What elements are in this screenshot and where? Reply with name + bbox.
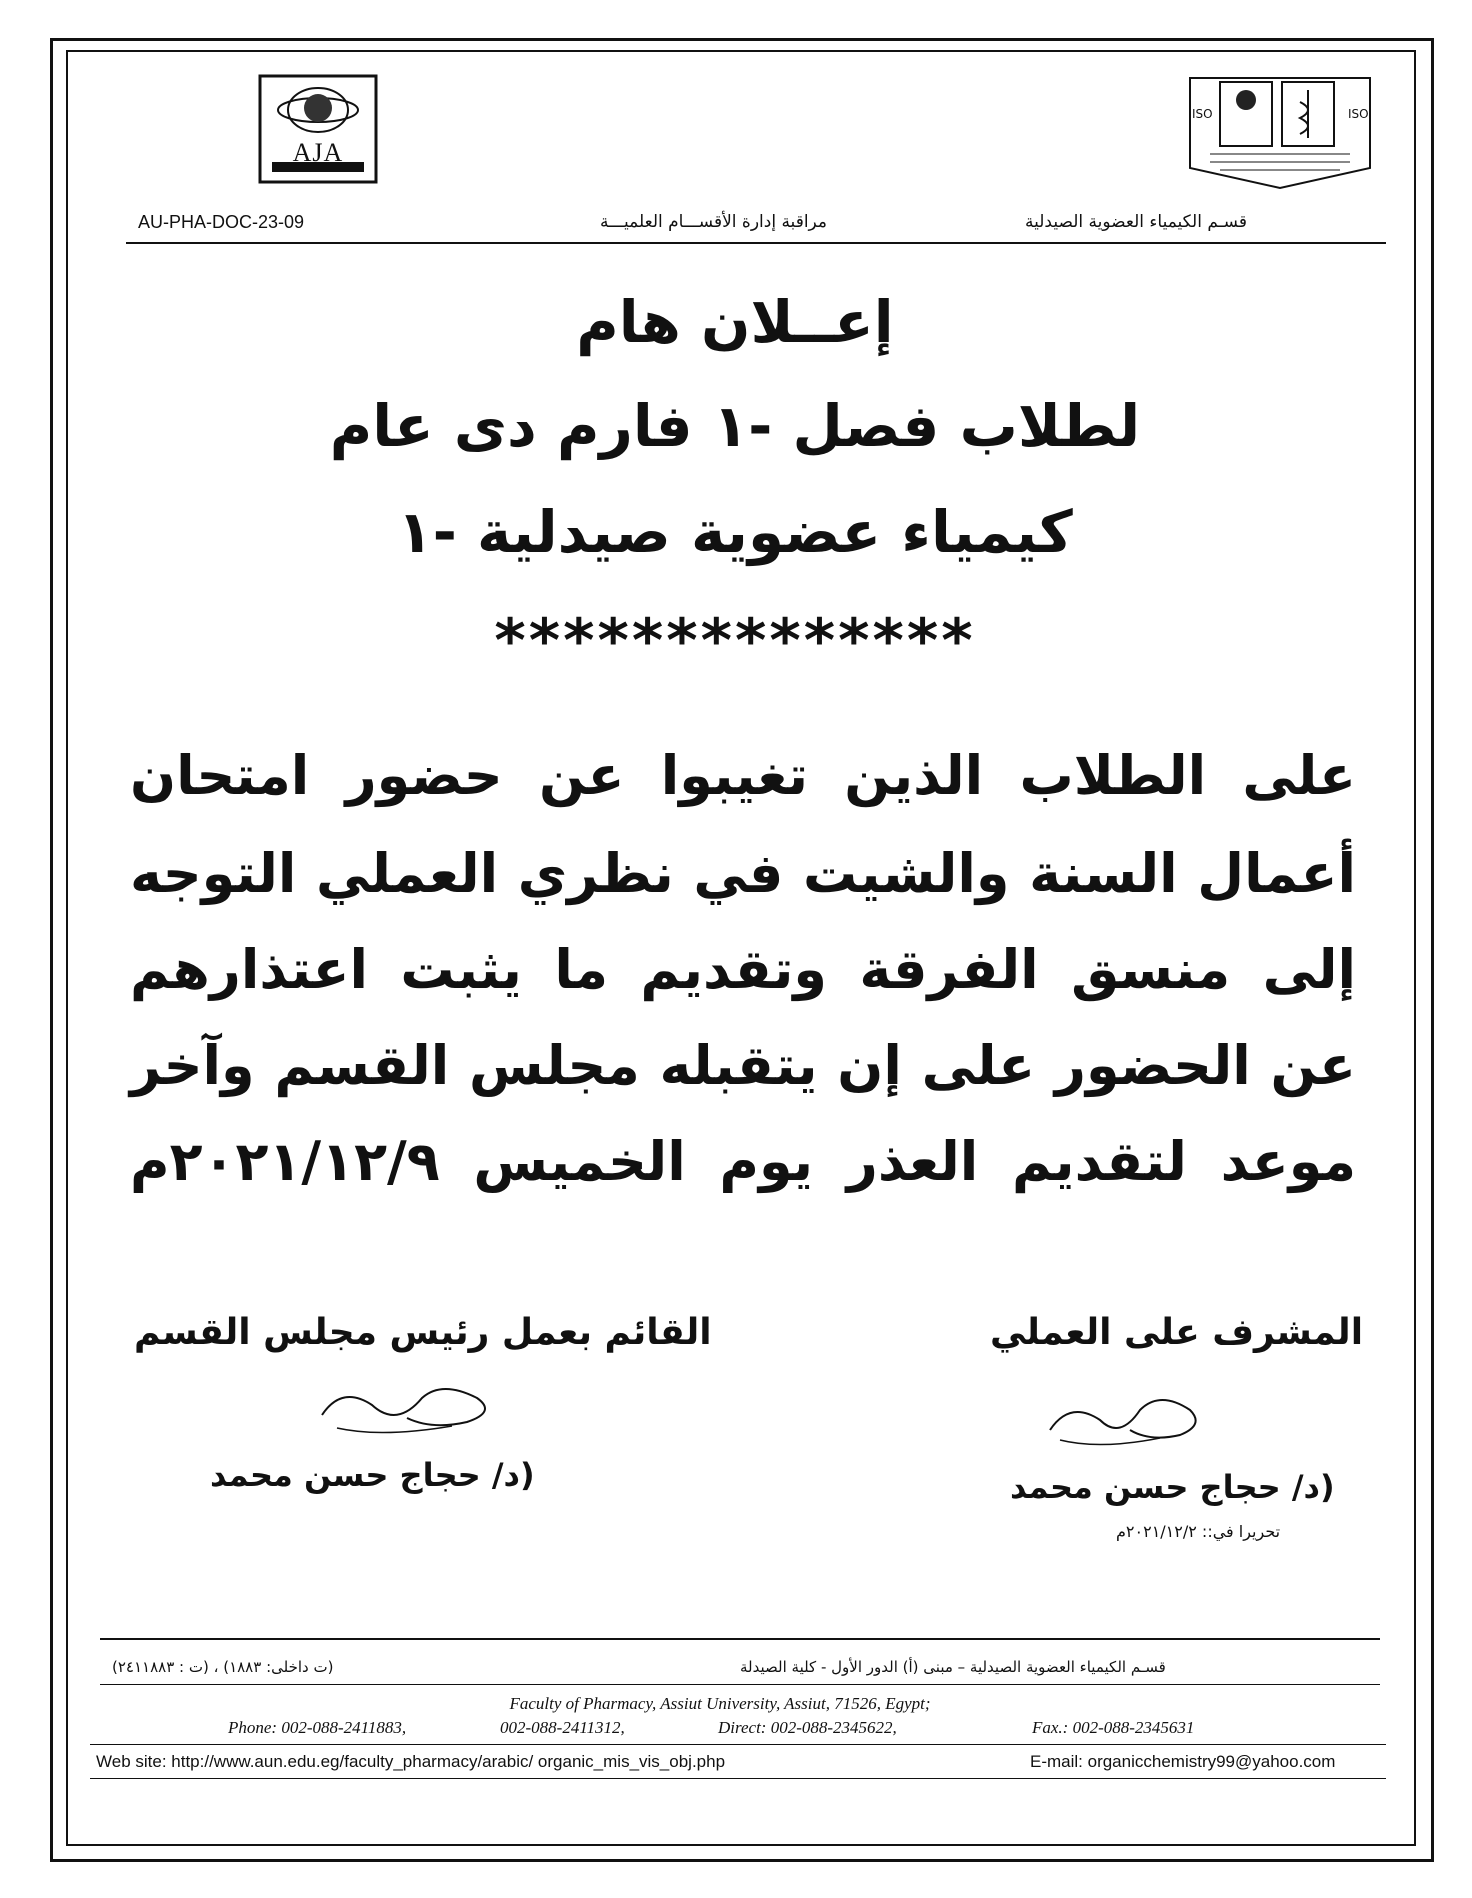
footer-website: Web site: http://www.aun.edu.eg/faculty_pharmacy/arabic/ organic_mis_vis_obj.php [96,1752,726,1771]
svg-text:ISO: ISO [1348,107,1369,121]
issue-date: تحريرا في:: ٢٠٢١/١٢/٢م [1116,1522,1281,1541]
footer-address-arabic: قسـم الكيمياء العضوية الصيدلية – مبنى (أ) الدور الأول - كلية الصيدلة [740,1658,1166,1676]
control-office: مراقبة إدارة الأقســـام العلميـــة [600,212,828,232]
footer-divider-top [100,1638,1380,1640]
footer-divider-2 [90,1744,1386,1745]
svg-text:ISO: ISO [1192,107,1213,121]
announcement-audience: لطلاب فصل -١ فارم دى عام [329,392,1141,460]
head-role: القائم بعمل رئيس مجلس القسم [134,1312,712,1353]
footer-phone-1: Phone: 002-088-2411883, [228,1718,407,1737]
document-code: AU-PHA-DOC-23-09 [138,212,305,232]
header-divider [126,242,1386,244]
body-line-2: أعمال السنة والشيت في نظري العملي التوجه [130,842,1356,905]
aja-logo-text: AJA [292,138,344,167]
footer-divider [100,1684,1380,1685]
body-line-4: عن الحضور على إن يتقبله مجلس القسم وآخر [130,1034,1356,1097]
head-name: (د/ حجاج حسن محمد [210,1456,535,1494]
body-line-1: على الطلاب الذين تغيبوا عن حضور امتحان [130,744,1356,807]
stars-divider: ************** [494,606,976,676]
footer-phone-2: 002-088-2411312, [500,1718,625,1737]
footer-telephone-arabic: (ت داخلى: ١٨٨٣) ، (ت : ٢٤١١٨٨٣) [112,1658,334,1676]
body-line-3: إلى منسق الفرقة وتقديم ما يثبت اعتذارهم [130,938,1356,1001]
university-iso-logo [1170,68,1390,190]
announcement-title: إعــلان هام [576,288,894,356]
body-line-5: موعد لتقديم العذر يوم الخميس ٢٠٢١/١٢/٩م [130,1130,1356,1193]
footer-email: E-mail: organicchemistry99@yahoo.com [1030,1752,1336,1771]
footer-direct: Direct: 002-088-2345622, [718,1718,897,1737]
supervisor-name: (د/ حجاج حسن محمد [1010,1468,1335,1506]
announcement-course: كيمياء عضوية صيدلية -١ [397,498,1073,566]
department-name: قسـم الكيمياء العضوية الصيدلية [1025,212,1247,232]
footer-address-english: Faculty of Pharmacy, Assiut University, Assiut, 71526, Egypt; [509,1694,931,1713]
head-signature [312,1370,512,1450]
supervisor-role: المشرف على العملي [990,1312,1364,1353]
footer-divider-bottom [90,1778,1386,1779]
footer-fax: Fax.: 002-088-2345631 [1032,1718,1195,1737]
supervisor-signature [1040,1380,1220,1460]
